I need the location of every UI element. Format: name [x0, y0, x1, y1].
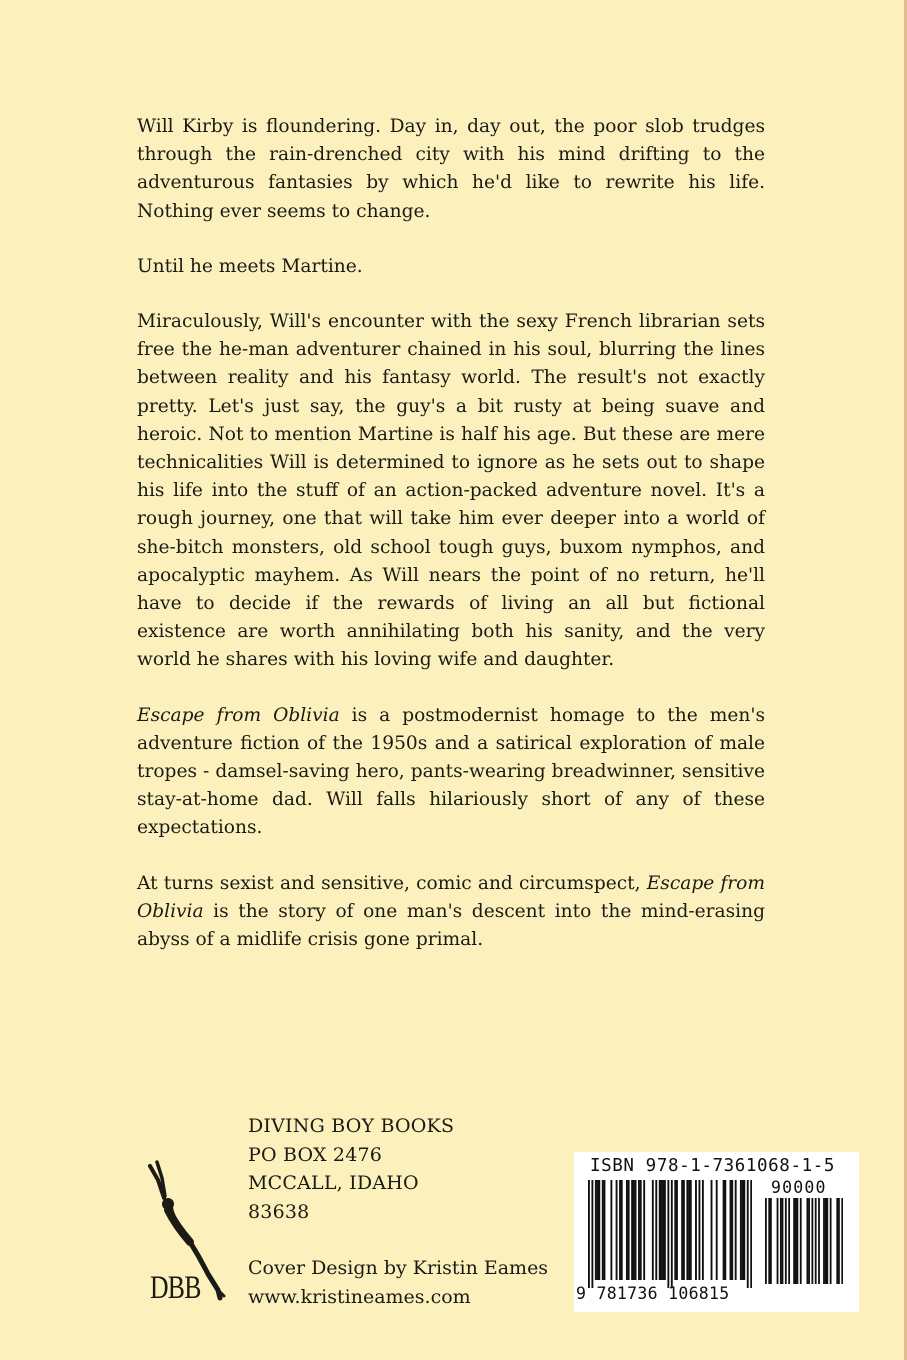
- barcode-bar: [621, 1180, 623, 1280]
- barcode-bar: [655, 1180, 657, 1280]
- addon-bar: [811, 1198, 813, 1284]
- barcode-bar: [740, 1180, 742, 1280]
- barcode-bar: [676, 1180, 678, 1280]
- barcode-bar: [664, 1180, 666, 1280]
- addon-bar: [825, 1198, 827, 1284]
- barcode-bar: [743, 1180, 745, 1280]
- barcode-bar: [750, 1180, 752, 1288]
- addon-bar: [785, 1198, 787, 1284]
- barcode-bar: [747, 1180, 749, 1288]
- barcode-bar: [597, 1180, 599, 1280]
- blurb-paragraph-4: [137, 702, 765, 843]
- barcode-bar: [735, 1180, 737, 1280]
- publisher-name: DIVING BOY BOOKS: [248, 1115, 455, 1137]
- addon-bar: [836, 1198, 838, 1284]
- addon-bar: [800, 1198, 802, 1284]
- blurb-paragraph-1: Will Kirby is floundering. Day in, day out, the poor slob trudges through the rain-drenched city with his mind drifting to the adventurous fantasies by which he'd like to rewrite his life. Nothing ever seems to change.: [137, 116, 765, 222]
- barcode-bar: [633, 1180, 635, 1280]
- cover-design-credit: Cover Design by Kristin Eames: [248, 1257, 549, 1279]
- barcode-bar: [628, 1180, 630, 1280]
- blurb-paragraph-2: Until he meets Martine.: [137, 255, 363, 277]
- barcode-bar: [674, 1180, 676, 1280]
- addon-bar: [777, 1198, 779, 1284]
- addon-bar: [823, 1198, 825, 1284]
- publisher-zip: 83638: [248, 1200, 310, 1223]
- blurb-paragraph-5-text: is the story of one man's descent into the mind-erasing abyss of a midlife crisis gone primal.: [137, 900, 765, 951]
- addon-bar: [830, 1198, 832, 1284]
- barcode-bar: [604, 1180, 606, 1280]
- barcode-bar: [652, 1180, 654, 1280]
- back-cover-blurb: [137, 113, 765, 981]
- book-title-italic: Escape from Oblivia: [137, 704, 340, 726]
- blurb-paragraph-3: Miraculously, Will's encounter with the sexy French librarian sets free the he-man adventurer chained in his soul, blurring the lines between reality and his fantasy world. The result's not exactly pretty. Let's just say, the guy's a bit rusty at being suave and heroic. Not to mention Martine is half his age. But these are mere technicalities Will is determined to ignore as he sets out to shape his life into the stuff of an action-packed adventure novel. It's a rough journey, one that will take him ever deeper into a world of she-bitch monsters, old school tough guys, buxom nymphos, and apocalyptic mayhem. As Will nears the point of no return, he'll have to decide if the rewards of living an all but fictional existence are worth annihilating both his sanity, and the very world he shares with his loving wife and daughter.: [137, 311, 765, 671]
- addon-bar: [782, 1198, 784, 1284]
- barcode-bar: [616, 1180, 618, 1280]
- barcode-bar: [683, 1180, 685, 1280]
- ean-digits: 9 781736 106815: [576, 1284, 730, 1303]
- barcode-bar: [711, 1180, 713, 1280]
- barcode-bar: [619, 1180, 621, 1280]
- addon-bar: [797, 1198, 799, 1284]
- addon-bar: [768, 1198, 770, 1284]
- barcode-bar: [686, 1180, 688, 1280]
- publisher-city: MCCALL, IDAHO: [248, 1172, 419, 1194]
- barcode-bar: [716, 1180, 718, 1280]
- barcode-bar: [643, 1180, 645, 1280]
- addon-bar: [815, 1198, 817, 1284]
- addon-bar: [765, 1198, 767, 1284]
- publisher-po-box: PO BOX 2476: [248, 1143, 383, 1166]
- barcode-bar: [698, 1180, 700, 1280]
- addon-bar: [826, 1198, 828, 1284]
- addon-bar: [808, 1198, 810, 1284]
- barcode-bar: [602, 1180, 604, 1280]
- barcode-bar: [688, 1180, 690, 1280]
- barcode-bar: [702, 1180, 704, 1280]
- blurb-paragraph-4-text: is a postmodernist homage to the men's adventure fiction of the 1950s and a satirical exploration of male tropes - damsel-saving hero, pants-wearing breadwinner, sensitive stay-at-home dad. Will falls hilariously short of any of these expectations.: [137, 704, 765, 839]
- cover-credits: [248, 1254, 548, 1312]
- barcode-bar: [742, 1180, 744, 1280]
- barcode-bar: [730, 1180, 732, 1280]
- addon-bar: [795, 1198, 797, 1284]
- blurb-paragraph-5: [137, 870, 765, 955]
- isbn-label: ISBN 978-1-7361068-1-5: [590, 1156, 835, 1176]
- addon-bar: [770, 1198, 772, 1284]
- barcode-bar: [659, 1180, 661, 1280]
- addon-barcode: [765, 1198, 843, 1284]
- addon-bar: [841, 1198, 843, 1284]
- addon-bar: [838, 1198, 840, 1284]
- barcode-bar: [662, 1180, 664, 1280]
- barcode-bar: [695, 1180, 697, 1280]
- barcode-bar: [640, 1180, 642, 1280]
- publisher-address: [248, 1112, 454, 1226]
- barcode-bar: [723, 1180, 725, 1280]
- barcode-bar: [731, 1180, 733, 1280]
- logo-initials: DBB: [150, 1270, 201, 1306]
- addon-bar: [806, 1198, 808, 1284]
- ean-barcode: [588, 1180, 752, 1288]
- barcode-bar: [635, 1180, 637, 1280]
- barcode-bar: [598, 1180, 600, 1280]
- addon-bar: [793, 1198, 795, 1284]
- barcode-bar: [588, 1180, 590, 1288]
- barcode-bar: [667, 1180, 669, 1288]
- barcode-bar: [638, 1180, 640, 1280]
- barcode-bar: [591, 1180, 593, 1288]
- blurb-paragraph-5-start: At turns sexist and sensitive, comic and circumspect,: [137, 872, 647, 894]
- barcode-bar: [631, 1180, 633, 1280]
- addon-bar: [788, 1198, 790, 1284]
- barcode-bar: [681, 1180, 683, 1280]
- price-addon-digits: 90000: [771, 1178, 827, 1197]
- addon-bar: [818, 1198, 820, 1284]
- barcode-bar: [671, 1180, 673, 1288]
- barcode-bar: [661, 1180, 663, 1280]
- barcode-bar: [724, 1180, 726, 1280]
- barcode-bar: [626, 1180, 628, 1280]
- barcode-bar: [610, 1180, 612, 1280]
- barcode-bar: [595, 1180, 597, 1280]
- book-title-italic: Escape from Oblivia: [137, 872, 765, 922]
- barcode-bar: [690, 1180, 692, 1280]
- addon-bar: [780, 1198, 782, 1284]
- designer-website-link[interactable]: www.kristineames.com: [248, 1286, 471, 1308]
